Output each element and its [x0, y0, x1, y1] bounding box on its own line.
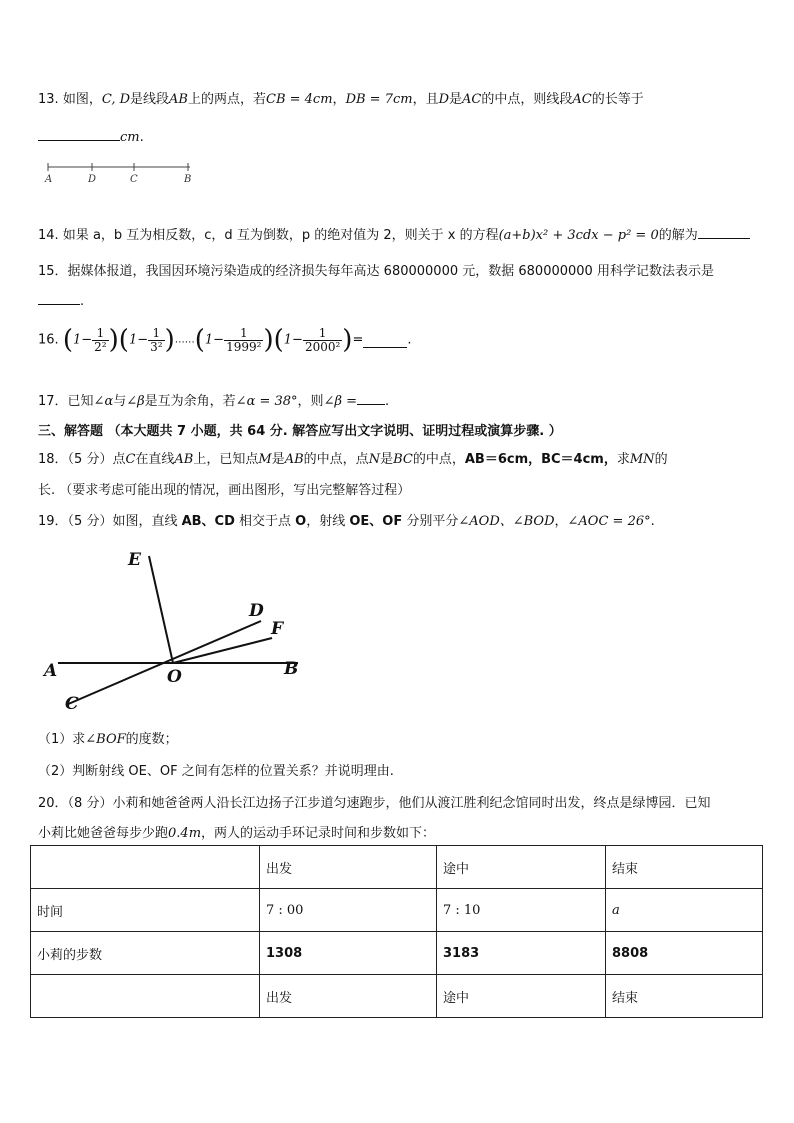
- q16-minus-3: −: [213, 332, 225, 348]
- q13-part-b: 是线段: [130, 92, 170, 107]
- q16-fraction-2: [148, 327, 164, 354]
- q16-one-2: 1: [128, 332, 138, 348]
- q13-text: [38, 88, 644, 107]
- q16-frac-3-den: 1999²: [226, 339, 262, 354]
- q16-paren-open-4: (: [273, 325, 284, 355]
- q18-part-a: 18．（5 分）点: [38, 452, 126, 467]
- q19-ray-oe: [149, 556, 173, 663]
- q18-point-n: N: [368, 452, 381, 467]
- q19-label-a: A: [44, 661, 58, 681]
- q19-sub-1-angle: ∠BOF: [85, 732, 126, 747]
- table-cell: 途中: [437, 975, 606, 1018]
- q18-line-2: 长. （要求考虑可能出现的情况，画出图形，写出完整解答过程）: [38, 483, 411, 498]
- q13-part-g: 的长等于: [591, 92, 644, 107]
- q13-label-c: C: [130, 174, 138, 185]
- q13-part-a: 如图，: [62, 92, 102, 107]
- q20-line-2-b: ，两人的运动手环记录时间和步数如下：: [201, 826, 436, 841]
- q13-segment-ac-2: AC: [572, 92, 592, 107]
- q18-line-ab: AB: [174, 452, 194, 467]
- q18-part-i: 的: [654, 452, 668, 467]
- q16-paren-close-4: ): [342, 325, 353, 355]
- q15-end: .: [80, 294, 85, 309]
- q16-answer-blank[interactable]: [363, 333, 407, 348]
- table-cell: 结束: [606, 975, 763, 1018]
- q14-text: [38, 224, 750, 243]
- q14-part-b: 的解为: [658, 228, 698, 243]
- q13-label-b: B: [184, 174, 192, 185]
- q16-frac-2-num: 1: [148, 327, 164, 341]
- q19-rays: OE、OF: [349, 514, 403, 529]
- q16-frac-1-num: 1: [92, 327, 108, 341]
- table-cell: 1308: [260, 932, 437, 975]
- q17-condition: ∠α = 38°: [235, 394, 298, 409]
- q20-line-2-a: 小莉比她爸爸每步少跑: [38, 826, 169, 841]
- q19-part-d: 分别平分: [402, 514, 459, 529]
- section-3-heading: 三、解答题 （本大题共 7 小题，共 64 分. 解答应写出文字说明、证明过程或演算步骤. ）: [38, 424, 562, 439]
- q19-figure: [36, 542, 316, 717]
- q19-label-d: D: [249, 601, 264, 621]
- q18-part-g: 的中点，: [412, 452, 465, 467]
- q18-segment-mn: MN: [629, 452, 655, 467]
- q13-part-d: ，且: [412, 92, 439, 107]
- table-cell: 3183: [437, 932, 606, 975]
- q16-frac-4-num: 1: [303, 327, 342, 341]
- q19-ray-of: [173, 638, 272, 663]
- q20-distance: 0.4m: [168, 826, 202, 841]
- q19-sub-1-a: （1）求: [38, 732, 86, 747]
- q18-part-h: 求: [616, 452, 630, 467]
- q13-number: 13.: [38, 92, 59, 107]
- q16-frac-2-den: 3²: [150, 339, 163, 354]
- q14-part-a: 14. 如果 a，b 互为相反数，c，d 互为倒数，p 的绝对值为 2，则关于 x 的方程: [38, 228, 499, 243]
- q19-point-o: O: [295, 514, 307, 529]
- q16-minus-4: −: [292, 332, 303, 348]
- q19-label-b: B: [284, 659, 299, 679]
- q17-beta: ∠β: [126, 394, 145, 409]
- q16-one-3: 1: [204, 332, 214, 348]
- q19-label-c: C: [65, 694, 79, 714]
- q16-frac-3-num: 1: [224, 327, 263, 341]
- q16-fraction-3: [224, 327, 263, 354]
- q16-fraction-4: [303, 327, 342, 354]
- q13-part-f: 的中点，则线段: [481, 92, 573, 107]
- table-row-label-steps: 小莉的步数: [31, 932, 260, 975]
- q13-label-d: D: [88, 174, 97, 185]
- q16-equals: =: [352, 332, 364, 348]
- q16-text: [38, 325, 412, 355]
- q13-points-cd: C, D: [101, 92, 131, 107]
- q18-part-e: 的中点，点: [303, 452, 369, 467]
- q13-sep: ，: [332, 92, 346, 107]
- q14-equation: (a+b)x² + 3cdx − p² = 0: [498, 228, 659, 243]
- q16-paren-open-1: (: [62, 325, 73, 355]
- q18-part-c: 上，已知点: [193, 452, 259, 467]
- q19-sub-1: [38, 728, 178, 747]
- table-cell: 7 : 10: [437, 889, 606, 932]
- q16-end: .: [407, 332, 412, 348]
- q16-paren-open-3: (: [194, 325, 205, 355]
- q16-minus-2: −: [137, 332, 149, 348]
- q16-paren-close-3: ): [263, 325, 274, 355]
- q19-angles: ∠AOD、∠BOD: [458, 514, 555, 529]
- q16-paren-close-1: ): [108, 325, 119, 355]
- q19-part-a: 19．（5 分）如图，直线: [38, 514, 182, 529]
- q13-point-d: D: [438, 92, 450, 107]
- q15-text: [38, 260, 714, 279]
- table-row: [31, 889, 763, 932]
- q19-part-b: 相交于点: [234, 514, 296, 529]
- q18-segment-ab: AB: [284, 452, 304, 467]
- q17-answer-blank[interactable]: [357, 390, 385, 405]
- q17-part-c: 是互为余角，若: [144, 394, 236, 409]
- q13-end: .: [139, 130, 144, 145]
- table-cell: 7 : 00: [260, 889, 437, 932]
- q19-label-e: E: [128, 550, 141, 570]
- q13-segment-figure: [40, 160, 200, 186]
- q16-fraction-1: [92, 327, 108, 354]
- table-header-row: [31, 846, 763, 889]
- table-cell: [31, 975, 260, 1018]
- q13-unit: cm: [120, 130, 140, 145]
- q14-answer-blank[interactable]: [698, 224, 750, 239]
- q17-ask: ∠β =: [323, 394, 357, 409]
- q19-label-o: O: [167, 667, 182, 687]
- q18-point-m: M: [258, 452, 272, 467]
- q19-sub-1-b: 的度数；: [125, 732, 178, 747]
- q19-lines: AB、CD: [181, 514, 235, 529]
- q16-number: 16.: [38, 332, 59, 348]
- q18-given: AB＝6cm，BC＝4cm，: [464, 452, 617, 467]
- q18-part-d: 是: [271, 452, 285, 467]
- q13-db-length: DB = 7cm: [345, 92, 413, 107]
- q13-answer-blank[interactable]: [38, 126, 120, 141]
- table-header-start: 出发: [260, 846, 437, 889]
- table-cell: a: [606, 889, 763, 932]
- q19-end: .: [650, 514, 655, 529]
- q16-frac-4-den: 2000²: [304, 339, 341, 354]
- q15-answer-blank[interactable]: [38, 290, 80, 305]
- q17-end: .: [385, 394, 390, 409]
- q16-paren-open-2: (: [118, 325, 129, 355]
- q16-one-1: 1: [72, 332, 82, 348]
- q20-line-1: 20．（8 分）小莉和她爸爸两人沿长江边扬子江步道匀速跑步，他们从渡江胜利纪念馆同时出发，终点是绿博园．已知: [38, 796, 711, 811]
- table-header-midway: 途中: [437, 846, 606, 889]
- q17-part-b: 与: [113, 394, 127, 409]
- table-cell: [31, 846, 260, 889]
- table-cell: 出发: [260, 975, 437, 1018]
- q13-cb-length: CB = 4cm: [266, 92, 333, 107]
- q19-part-c: ，射线: [306, 514, 350, 529]
- q18-part-b: 在直线: [135, 452, 175, 467]
- q16-dots: ……: [174, 334, 195, 346]
- q16-one-4: 1: [283, 332, 293, 348]
- q16-paren-close-2: ): [164, 325, 175, 355]
- q18-segment-bc: BC: [393, 452, 413, 467]
- q13-part-c: 上的两点，若: [187, 92, 266, 107]
- q18-part-f: 是: [380, 452, 394, 467]
- q19-given: ∠AOC = 26°: [567, 514, 651, 529]
- q15-answer-line: [38, 290, 84, 309]
- q18-text: [38, 448, 668, 467]
- q20-line-2: [38, 822, 435, 841]
- table-row: [31, 932, 763, 975]
- q17-text: [38, 390, 389, 409]
- q19-part-e: ，: [554, 514, 568, 529]
- q18-point-c: C: [125, 452, 136, 467]
- q20-table: [30, 845, 763, 1018]
- table-header-end: 结束: [606, 846, 763, 889]
- table-cell: 8808: [606, 932, 763, 975]
- q19-label-f: F: [271, 619, 284, 639]
- q19-text: [38, 510, 655, 529]
- q16-frac-1-den: 2²: [94, 339, 107, 354]
- q13-segment-ac: AC: [462, 92, 482, 107]
- table-row: [31, 975, 763, 1018]
- q13-segment-ab: AB: [169, 92, 188, 107]
- q13-label-a: A: [45, 174, 53, 185]
- q15-line-1: 15．据媒体报道，我国因环境污染造成的经济损失每年高达 680000000 元，数据 680000000 用科学记数法表示是: [38, 264, 714, 279]
- table-row-label-time: 时间: [31, 889, 260, 932]
- q13-answer-line: [38, 126, 144, 145]
- q17-part-a: 17．已知: [38, 394, 94, 409]
- q17-alpha: ∠α: [93, 394, 114, 409]
- q13-part-e: 是: [449, 92, 463, 107]
- q16-minus-1: −: [81, 332, 93, 348]
- q17-part-d: ，则: [297, 394, 324, 409]
- q19-sub-2: （2）判断射线 OE、OF 之间有怎样的位置关系？并说明理由.: [38, 764, 394, 779]
